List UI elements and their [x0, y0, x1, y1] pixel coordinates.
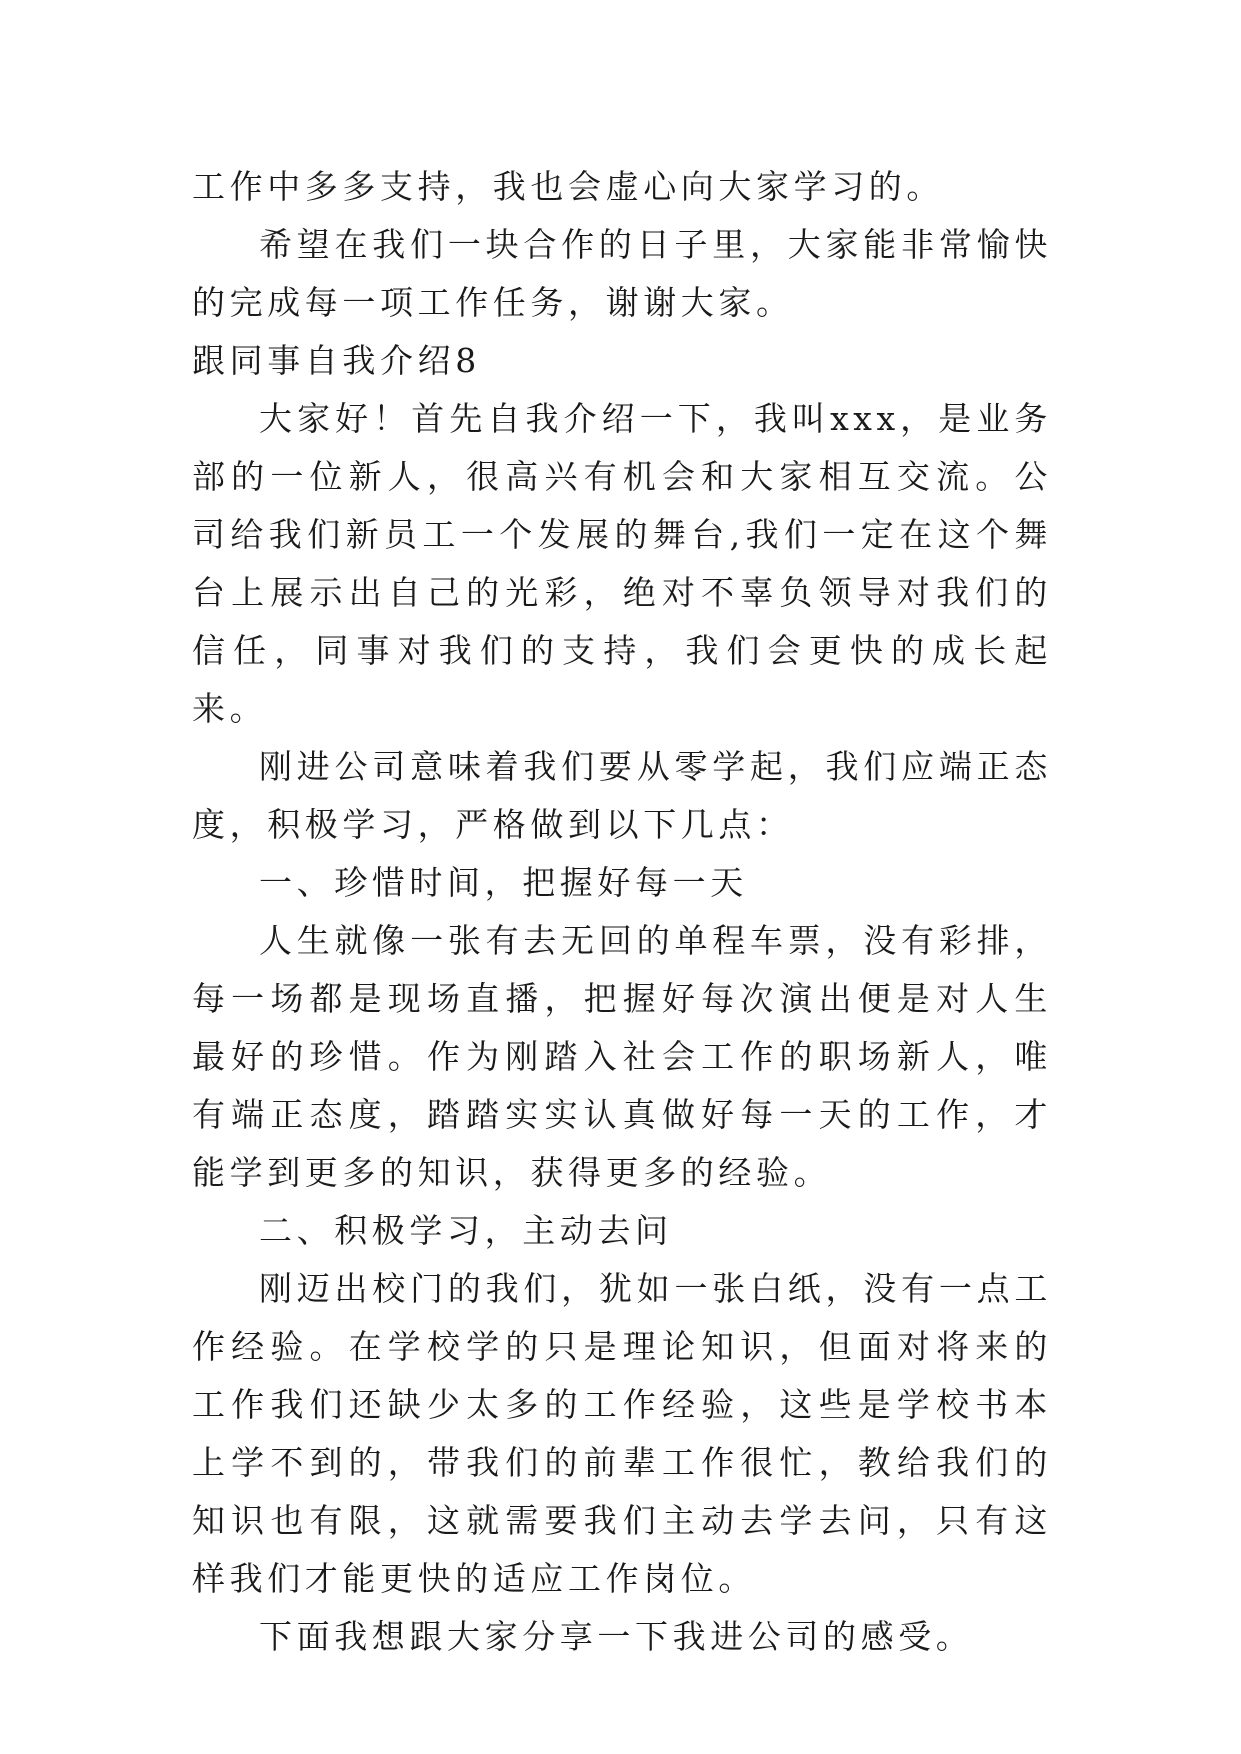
- paragraph-share-feelings: 下面我想跟大家分享一下我进公司的感受。: [259, 1617, 974, 1656]
- paragraph-greeting: 大家好！首先自我介绍一下，我叫xxx，是业务部的一位新人，很高兴有机会和大家相互交流。公司给我们新员工一个发展的舞台,我们一定在这个舞台上展示出自己的光彩，绝对不辜负领导对我们的信任，同事对我们的支持，我们会更快的成长起来。: [192, 399, 1052, 728]
- point-two-heading: 二、积极学习，主动去问: [259, 1211, 673, 1250]
- document-body: [192, 158, 1052, 1666]
- section-heading: 跟同事自我介绍8: [192, 341, 481, 380]
- point-one-heading: 一、珍惜时间，把握好每一天: [259, 863, 748, 902]
- paragraph-closing-wish: 希望在我们一块合作的日子里，大家能非常愉快的完成每一项工作任务，谢谢大家。: [192, 225, 1052, 322]
- point-one-body: 人生就像一张有去无回的单程车票，没有彩排，每一场都是现场直播，把握好每次演出便是对人生最好的珍惜。作为刚踏入社会工作的职场新人，唯有端正态度，踏踏实实认真做好每一天的工作，才能学到更多的知识，获得更多的经验。: [192, 921, 1052, 1192]
- point-two-body: 刚迈出校门的我们，犹如一张白纸，没有一点工作经验。在学校学的只是理论知识，但面对将来的工作我们还缺少太多的工作经验，这些是学校书本上学不到的，带我们的前辈工作很忙，教给我们的知识也有限，这就需要我们主动去学去问，只有这样我们才能更快的适应工作岗位。: [192, 1269, 1052, 1598]
- paragraph-continuation: 工作中多多支持，我也会虚心向大家学习的。: [192, 167, 944, 206]
- paragraph-intro-points: 刚进公司意味着我们要从零学起，我们应端正态度，积极学习，严格做到以下几点：: [192, 747, 1052, 844]
